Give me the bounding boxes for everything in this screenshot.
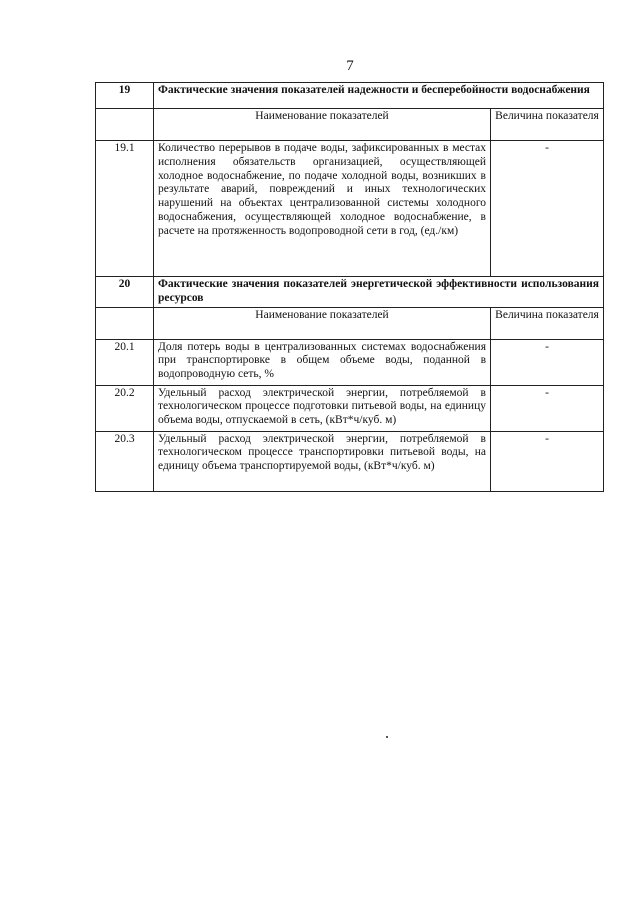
row-text: Доля потерь воды в централизованных системах водоснабжения при транспортировке в общем объеме воды, поданной в водопроводную сеть, % bbox=[154, 339, 491, 385]
column-header-name: Наименование показателей bbox=[154, 307, 491, 339]
empty-cell bbox=[96, 109, 154, 141]
section-20-column-header bbox=[96, 307, 604, 339]
row-value: - bbox=[491, 339, 604, 385]
page-number: 7 bbox=[346, 58, 354, 74]
row-number: 20.1 bbox=[96, 339, 154, 385]
row-text: Удельный расход электрической энергии, потребляемой в технологическом процессе транспортировки питьевой воды, на единицу объема транспортируемой воды, (кВт*ч/куб. м) bbox=[154, 431, 491, 491]
row-value: - bbox=[491, 141, 604, 277]
column-header-value: Величина показателя bbox=[491, 109, 604, 141]
section-title: Фактические значения показателей энергетической эффективности использования ресурсов bbox=[154, 277, 604, 308]
section-19-column-header bbox=[96, 109, 604, 141]
row-value: - bbox=[491, 385, 604, 431]
section-title: Фактические значения показателей надежности и бесперебойности водоснабжения bbox=[154, 83, 604, 109]
scan-speck bbox=[386, 736, 388, 738]
section-20-title-row bbox=[96, 277, 604, 308]
table-row bbox=[96, 141, 604, 277]
section-number: 19 bbox=[96, 83, 154, 109]
row-number: 20.2 bbox=[96, 385, 154, 431]
table-row bbox=[96, 339, 604, 385]
column-header-name: Наименование показателей bbox=[154, 109, 491, 141]
indicators-table bbox=[95, 82, 604, 492]
row-value: - bbox=[491, 431, 604, 491]
section-19-title-row bbox=[96, 83, 604, 109]
row-number: 20.3 bbox=[96, 431, 154, 491]
section-number: 20 bbox=[96, 277, 154, 308]
empty-cell bbox=[96, 307, 154, 339]
row-text: Удельный расход электрической энергии, потребляемой в технологическом процессе подготовки питьевой воды, на единицу объема воды, отпускаемой в сеть, (кВт*ч/куб. м) bbox=[154, 385, 491, 431]
row-text: Количество перерывов в подаче воды, зафиксированных в местах исполнения обязательств организацией, осуществляющей холодное водоснабжение, по подаче холодной воды, возникших в результате аварий, повреждений и иных технологических нарушений на объектах централизованной системы холодного водоснабжения, осуществляющей холодное водоснабжение, в расчете на протяженность водопроводной сети в год, (ед./км) bbox=[154, 141, 491, 277]
table-row bbox=[96, 385, 604, 431]
table-row bbox=[96, 431, 604, 491]
column-header-value: Величина показателя bbox=[491, 307, 604, 339]
row-number: 19.1 bbox=[96, 141, 154, 277]
